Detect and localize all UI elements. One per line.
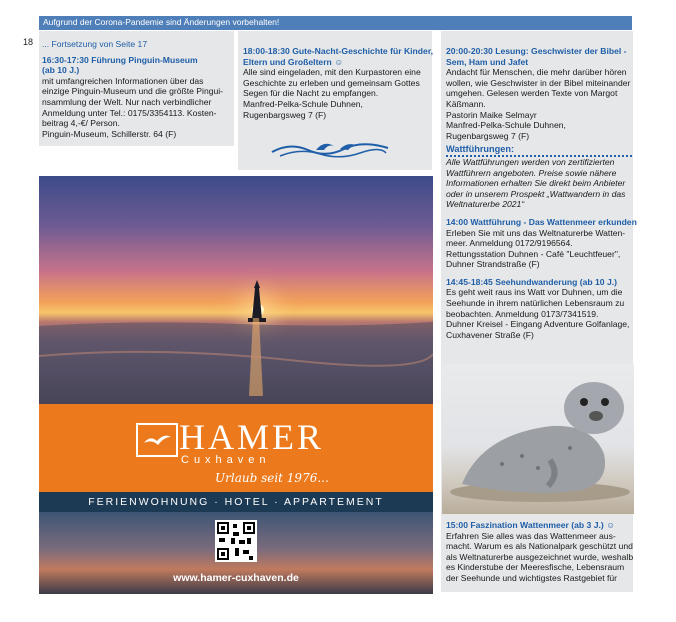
event-line: Erfahren Sie alles was das Wattenmeer aus- (446, 530, 616, 541)
event-line: Segen für die Nacht zu empfangen. (243, 88, 379, 99)
qr-code-icon[interactable] (215, 520, 257, 562)
event-line: Rettungsstation Duhnen - Café "Leuchtfeuer", (446, 248, 621, 259)
event-title-cont: Eltern und Großeltern ☺ (243, 56, 343, 67)
event-title: 16:30-17:30 Führung Pinguin-Museum (42, 54, 198, 65)
event-title: 15:00 Faszination Wattenmeer (ab 3 J.) ☺ (446, 520, 615, 530)
event-line: Seehunde in ihrem natürlichen Lebensraum zu (446, 298, 625, 309)
event-line: Manfred-Pelka-Schule Duhnen, (446, 120, 566, 131)
gull-logo-icon (136, 423, 178, 457)
event-line: umgehen. Gelesen werden Texte von Margot (446, 88, 618, 99)
event-line: Es geht weit raus ins Watt vor Duhnen, um die (446, 287, 623, 298)
event-line: Manfred-Pelka-Schule Duhnen, (243, 98, 363, 109)
event-line: Rugenbargsweg 7 (F) (243, 109, 327, 120)
event-title: 20:00-20:30 Lesung: Geschwister der Bibel - (446, 46, 627, 56)
corona-notice-banner (39, 16, 632, 30)
event-title-cont: Sem, Ham und Jafet (446, 56, 529, 67)
sunset-bottom-photo (39, 512, 433, 594)
event-line: beitrag 4,-€/ Person. (42, 118, 120, 129)
event-line: Anmeldung unter Tel.: 0175/3354113. Kosten- (42, 107, 217, 118)
hamer-city: Cuxhaven (181, 454, 271, 466)
event-line: Käßmann. (446, 98, 486, 109)
column-2 (243, 46, 433, 120)
section-intro-line: Weltnaturerbe 2021“ (446, 199, 525, 210)
event-title: 18:00-18:30 Gute-Nacht-Geschichte für Kinder, (243, 46, 434, 56)
event-line: meer. Anmeldung 0172/9196564. (446, 238, 573, 249)
event-line: Erleben Sie mit uns das Weltnaturerbe Watten- (446, 227, 626, 238)
event-title: 14:00 Wattführung - Das Wattenmeer erkunden (446, 216, 637, 227)
section-title-wattfuehrungen: Wattführungen: (446, 144, 632, 157)
column-3 (446, 46, 637, 340)
event-line: mit umfangreichen Informationen über das (42, 75, 204, 86)
hamer-slogan: Urlaub seit 1976... (215, 471, 329, 485)
event-line: macht. Warum es als Nationalpark geschützt und (446, 541, 633, 552)
event-title: 14:45-18:45 Seehundwanderung (ab 10 J.) (446, 276, 617, 287)
sunset-lighthouse-photo (39, 176, 433, 404)
seal-icon (442, 364, 634, 514)
column-1 (42, 39, 223, 139)
event-line: Alle sind eingeladen, mit den Kurpastoren eine (243, 67, 421, 78)
corona-notice-text: Aufgrund der Corona-Pandemie sind Änderungen vorbehalten! (43, 17, 280, 27)
event-line: Geschichte zu erleben und gemeinsam Gottes (243, 77, 420, 88)
event-line: Rugenbargsweg 7 (F) (446, 130, 530, 141)
hamer-brand-name: HAMER (179, 417, 325, 457)
section-intro-line: Alle Wattführungen werden von zertifizierten (446, 156, 615, 167)
event-line: wollen, wie Geschwister in der Bibel miteinander (446, 77, 631, 88)
wadden-flats-reflection (39, 316, 433, 404)
hamer-website-link[interactable]: www.hamer-cuxhaven.de (173, 572, 299, 584)
event-line: nsammlung der Welt. Nur nach verbindlicher (42, 96, 212, 107)
event-title-cont: (ab 10 J.) (42, 65, 80, 76)
section-intro-line: Informationen erhalten Sie direkt beim Anbieter (446, 178, 626, 189)
services-strip (39, 492, 433, 512)
event-line: beobachten. Anmeldung 0173/7341519. (446, 308, 599, 319)
continuation-note: ... Fortsetzung von Seite 17 (42, 39, 148, 49)
section-intro-line: oder in unserem Prospekt „Wattwandern in das (446, 188, 626, 199)
event-line: Duhner Kreisel - Eingang Adventure Golfanlage, (446, 319, 630, 330)
wave-ornament-icon (270, 138, 390, 160)
seal-photo (442, 364, 634, 514)
event-line: Pinguin-Museum, Schillerstr. 64 (F) (42, 128, 177, 139)
event-line: einzige Pinguin-Museum und die größte Pingui- (42, 86, 224, 97)
event-line: der Seehunde und wichtigstes Rastgebiet für (446, 572, 618, 583)
event-line: als Weltnaturerbe ausgezeichnet wurde, weshalb (446, 551, 634, 562)
event-faszination-wattenmeer (446, 520, 633, 584)
page-number: 18 (23, 37, 34, 47)
hamer-logo-panel (39, 404, 433, 492)
services-text: FERIENWOHNUNG · HOTEL · APPARTEMENT (88, 496, 384, 508)
hamer-advertisement (39, 176, 433, 594)
event-line: es Kinderstube der Meeresfische, Lebensraum (446, 562, 625, 573)
event-line: Pastorin Maike Selmayr (446, 109, 537, 120)
event-line: Cuxhavener Straße (F) (446, 329, 534, 340)
section-intro-line: Wattführern angeboten. Preise sowie nähere (446, 167, 617, 178)
event-line: Duhner Strandstraße (F) (446, 259, 540, 270)
event-line: Andacht für Menschen, die mehr darüber hören (446, 67, 627, 78)
